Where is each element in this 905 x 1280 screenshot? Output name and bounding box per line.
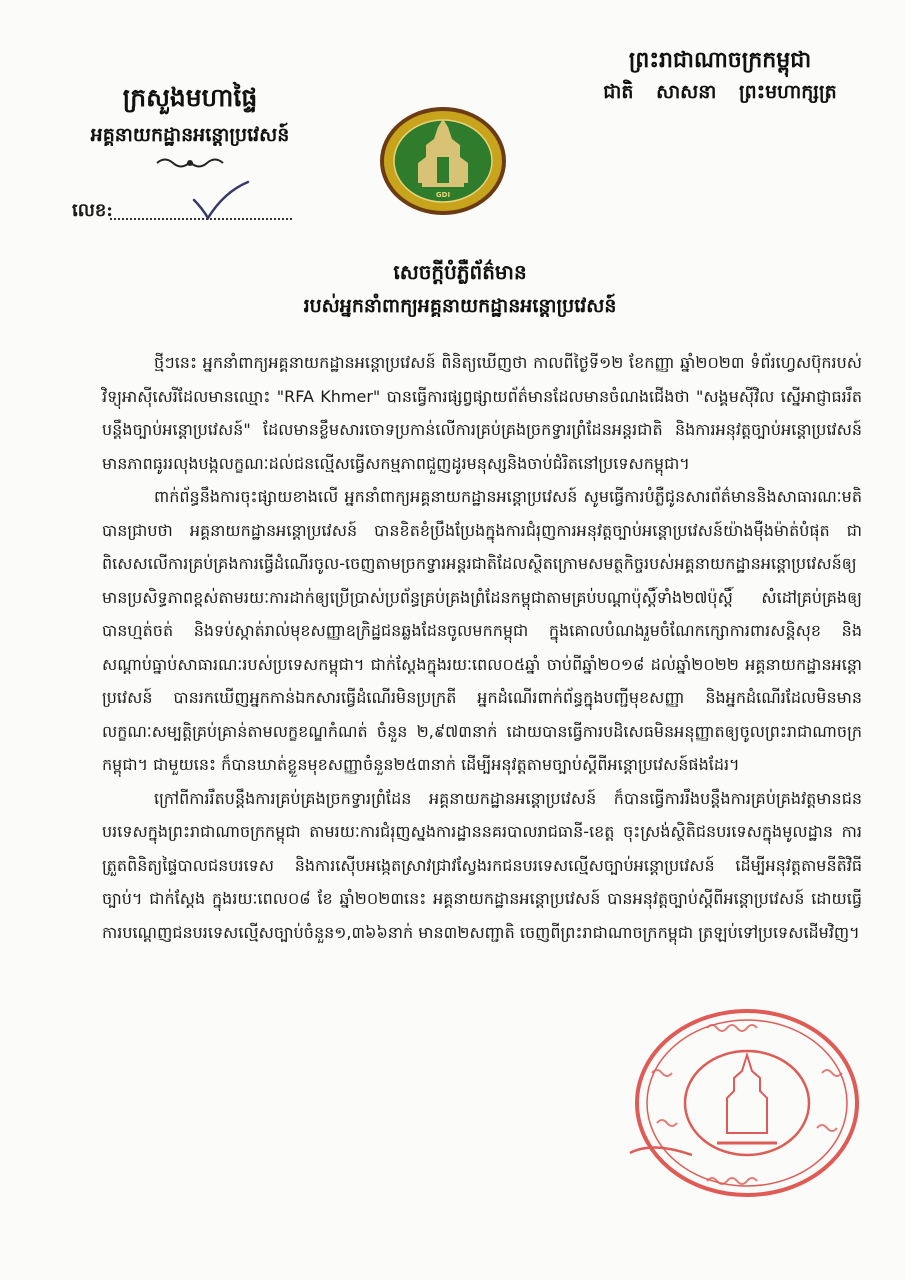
paragraph-1: ថ្មីៗនេះ អ្នកនាំពាក្យអគ្គនាយកដ្ឋានអន្តោប្រវេសន៍ ពិនិត្យឃើញថា កាលពីថ្ងៃទី១២ ខែកញ្ញា ឆ្នាំ២០២៣ ទំព័រហ្វេសប៊ុករបស់វិទ្យុអាស៊ីសេរីដែលមានឈ្មោះ "RFA Khmer" បានធ្វើការផ្សព្វផ្សាយព័ត៌មានដែលមានចំណងជើងថា "សង្គមស៊ីវិល ស្នើអាជ្ញាធររឹតបន្តឹងច្បាប់អន្តោប្រវេសន៍" ដែលមានខ្លឹមសារចោទប្រកាន់លើការគ្រប់គ្រងច្រកទ្វារព្រំដែនអន្តរជាតិ និងការអនុវត្តច្បាប់អន្តោប្រវេសន៍ មានភាពធូររលុងបង្កលក្ខណៈដល់ជនល្មើសធ្វើសកម្មភាពជួញដូរមនុស្សនិងចាប់ជំរិតនៅប្រទេសកម្ពុជា។	[102, 353, 862, 473]
paragraph-2: ពាក់ព័ន្ធនឹងការចុះផ្សាយខាងលើ អ្នកនាំពាក្យអគ្គនាយកដ្ឋានអន្តោប្រវេសន៍ សូមធ្វើការបំភ្លឺជូនសារព័ត៌មាននិងសាធារណៈមតិ បានជ្រាបថា អគ្គនាយកដ្ឋានអន្តោប្រវេសន៍ បានខិតខំប្រឹងប្រែងក្នុងការជំរុញការអនុវត្តច្បាប់អន្តោប្រវេសន៍យ៉ាងម៉ឺងម៉ាត់បំផុត ជាពិសេសលើការគ្រប់គ្រងការធ្វើដំណើរចូល-ចេញតាមច្រកទ្វារអន្តរជាតិដែលស្ថិតក្រោមសមត្ថកិច្ចរបស់អគ្គនាយកដ្ឋានអន្តោប្រវេសន៍ឲ្យមានប្រសិទ្ធភាពខ្ពស់តាមរយៈការដាក់ឲ្យប្រើប្រាស់ប្រព័ន្ធគ្រប់គ្រងព្រំដែនកម្ពុជាតាមគ្រប់បណ្ដាប៉ុស្តិ៍ទាំង២៧ប៉ុស្តិ៍ សំដៅគ្រប់គ្រងឲ្យបានហ្មត់ចត់ និងទប់ស្កាត់រាល់មុខសញ្ញាឧក្រិដ្ឋជនឆ្លងដែនចូលមកកម្ពុជា ក្នុងគោលបំណងរួមចំណែកក្សោការពារសន្តិសុខ និងសណ្ដាប់ធ្នាប់សាធារណៈរបស់ប្រទេសកម្ពុជា។ ជាក់ស្ដែងក្នុងរយៈពេល០៥ឆ្នាំ ចាប់ពីឆ្នាំ២០១៨ ដល់ឆ្នាំ២០២២ អគ្គនាយកដ្ឋានអន្តោប្រវេសន៍ បានរកឃើញអ្នកកាន់ឯកសារធ្វើដំណើរមិនប្រក្រតី អ្នកដំណើរពាក់ព័ន្ធក្នុងបញ្ជីមុខសញ្ញា និងអ្នកដំណើរដែលមិនមានលក្ខណៈសម្បត្តិគ្រប់គ្រាន់តាមលក្ខខណ្ឌកំណត់ ចំនួន ២,៩៧៣នាក់ ដោយបានធ្វើការបដិសេធមិនអនុញ្ញាតឲ្យចូលព្រះរាជាណាចក្រកម្ពុជា។ ជាមួយនេះ ក៏បានឃាត់ខ្លួនមុខសញ្ញាចំនួន២៥៣នាក់ ដើម្បីអនុវត្តតាមច្បាប់ស្ដីពីអន្តោប្រវេសន៍ផងដែរ។	[102, 487, 862, 774]
paragraph-3: ក្រៅពីការរឹតបន្តឹងការគ្រប់គ្រងច្រកទ្វារព្រំដែន អគ្គនាយកដ្ឋានអន្តោប្រវេសន៍ ក៏បានធ្វើការរឹងបន្តឹងការគ្រប់គ្រងវត្តមានជនបរទេសក្នុងព្រះរាជាណាចក្រកម្ពុជា តាមរយៈការជំរុញស្នងការដ្ឋាននគរបាលរាជធានី-ខេត្ត ចុះស្រង់ស្ថិតិជនបរទេសក្នុងមូលដ្ឋាន ការត្រួតពិនិត្យផ្ទៃបាលជនបរទេស និងការស៊ើបអង្កេតស្រាវជ្រាវស្វែងរកជនបរទេសល្មើសច្បាប់អន្តោប្រវេសន៍ ដើម្បីអនុវត្តតាមនីតិវិធីច្បាប់។ ជាក់ស្ដែង ក្នុងរយៈពេល០៨ ខែ ឆ្នាំ២០២៣នេះ អគ្គនាយកដ្ឋានអន្តោប្រវេសន៍ បានអនុវត្តច្បាប់ស្ដីពីអន្តោប្រវេសន៍ ដោយធ្វើការបណ្ដេញជនបរទេសល្មើសច្បាប់ចំនួន១,៣៦៦នាក់ មាន៣២សញ្ជាតិ ចេញពីព្រះរាជាណាចក្រកម្ពុជា ត្រឡប់ទៅប្រទេសដើមវិញ។	[102, 788, 862, 942]
emblem-text: GDI	[435, 191, 451, 199]
motto-religion: សាសនា	[656, 81, 717, 103]
ornament-divider-icon	[155, 154, 225, 172]
document-title: សេចក្ដីបំភ្លឺព័ត៌មាន	[393, 260, 527, 284]
gdi-emblem-icon	[378, 105, 508, 217]
letterhead-left	[60, 82, 320, 172]
national-motto	[585, 77, 855, 107]
ministry-name: ក្រសួងមហាផ្ទៃ	[122, 83, 258, 112]
checkmark-icon	[190, 180, 250, 220]
motto-nation: ជាតិ	[603, 81, 634, 103]
document-subtitle: របស់អ្នកនាំពាក្យអគ្គនាយកដ្ឋានអន្តោប្រវេសន៍	[303, 295, 617, 317]
kingdom-name: ព្រះរាជាណាចក្រកម្ពុជា	[628, 47, 812, 73]
reference-number	[72, 196, 297, 226]
document-title-block	[140, 255, 780, 323]
letterhead-right	[585, 45, 855, 107]
reference-label: លេខ:	[72, 200, 113, 221]
department-name: អគ្គនាយកដ្ឋានអន្តោប្រវេសន៍	[90, 124, 290, 146]
motto-king: ព្រះមហាក្សត្រ	[739, 81, 837, 103]
official-seal-stamp-icon	[612, 1003, 862, 1203]
document-body	[102, 346, 862, 949]
